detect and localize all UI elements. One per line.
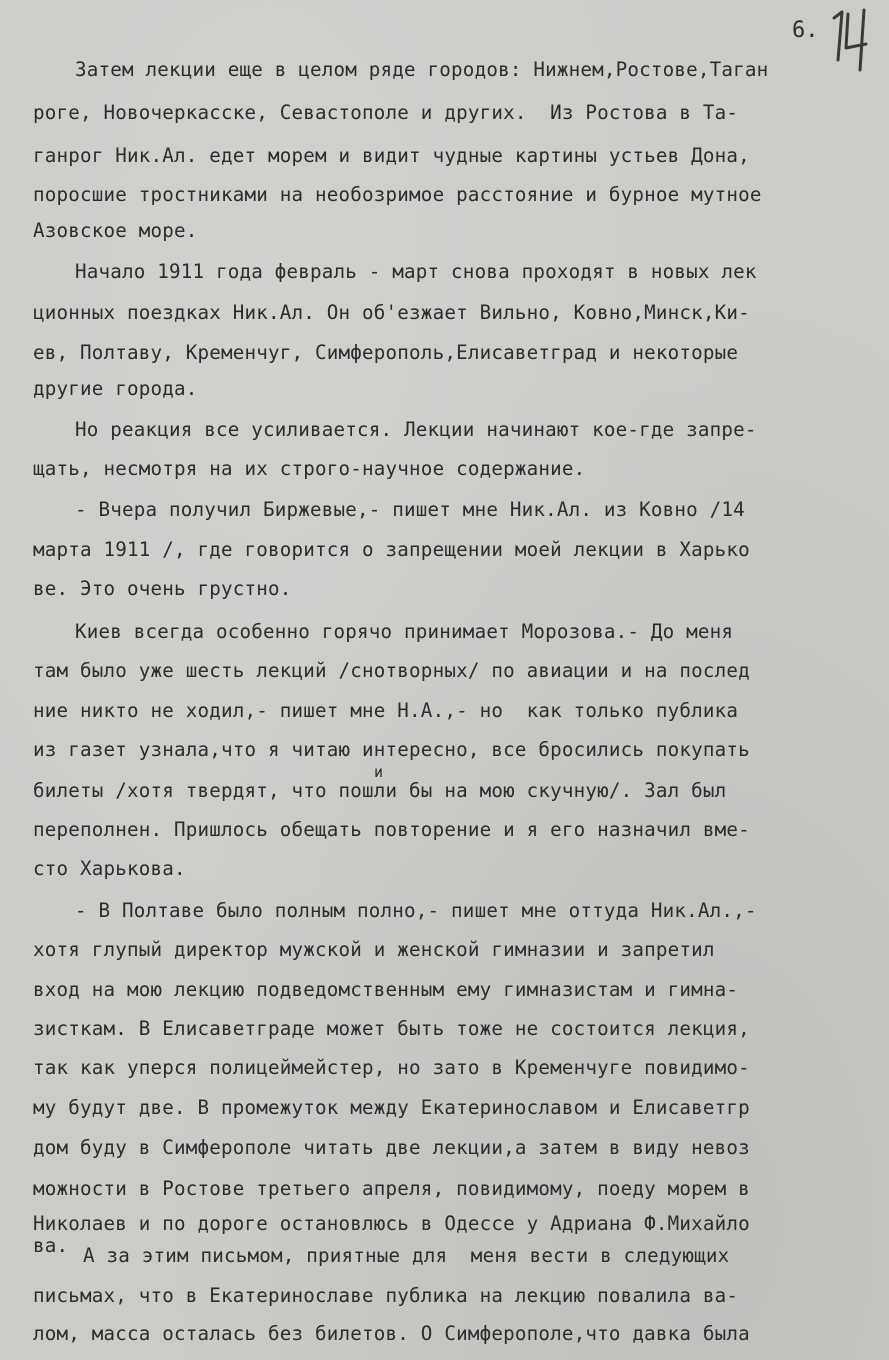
text-line: ние никто не ходил,- пишет мне Н.А.,- но как только публика: [33, 699, 739, 722]
text-line: Начало 1911 года февраль - март снова проходят в новых лек: [75, 260, 757, 283]
text-line: хотя глупый директор мужской и женской гимназии и запретил: [33, 938, 715, 961]
interlinear-insertion: и: [374, 763, 384, 781]
text-line: щать, несмотря на их строго-научное содержание.: [33, 457, 586, 480]
text-line: ганрог Ник.Ал. едет морем и видит чудные картины устьев Дона,: [33, 144, 750, 167]
text-line: А за этим письмом, приятные для меня вести в следующих: [83, 1244, 730, 1267]
text-line: - Вчера получил Биржевые,- пишет мне Ник.Ал. из Ковно /14: [75, 498, 745, 521]
text-line: так как уперся полицеймейстер, но зато в Кременчуге повидимо-: [33, 1056, 750, 1079]
text-line: переполнен. Пришлось обещать повторение и я его назначил вме-: [33, 818, 750, 841]
text-line: роге, Новочеркасске, Севастополе и других. Из Ростова в Та-: [33, 101, 739, 124]
text-line: му будут две. В промежуток между Екатеринославом и Елисаветгр: [33, 1096, 750, 1119]
text-line: Затем лекции еще в целом ряде городов: Нижнем,Ростове,Таган: [75, 58, 769, 81]
text-line: ве. Это очень грустно.: [33, 577, 292, 600]
text-line: - В Полтаве было полным полно,- пишет мне оттуда Ник.Ал.,-: [75, 899, 757, 922]
text-line: ев, Полтаву, Кременчуг, Симферополь,Елисаветград и некоторые: [33, 341, 739, 364]
text-line: там было уже шесть лекций /снотворных/ по авиации и на послед: [33, 659, 750, 682]
text-line: зисткам. В Елисаветграде может быть тоже не состоится лекция,: [33, 1017, 750, 1040]
archive-folio-mark: [828, 4, 872, 76]
text-line: билеты /хотя твердят, что пошли бы на мою скучную/. Зал был: [33, 779, 727, 802]
text-line: Но реакция все усиливается. Лекции начинают кое-где запре-: [75, 418, 757, 441]
text-line: Николаев и по дороге остановлюсь в Одессе у Адриана Ф.Михайло: [33, 1212, 750, 1235]
text-line: Киев всегда особенно горячо принимает Морозова.- До меня: [75, 620, 734, 643]
text-line: из газет узнала,что я читаю интересно, все бросились покупать: [33, 738, 750, 761]
text-line: другие города.: [33, 377, 198, 400]
text-line: сто Харькова.: [33, 857, 186, 880]
text-line: дом буду в Симферополе читать две лекции,а затем в виду невоз: [33, 1136, 750, 1159]
text-line: марта 1911 /, где говорится о запрещении моей лекции в Харько: [33, 538, 750, 561]
text-line: письмах, что в Екатеринославе публика на лекцию повалила ва-: [33, 1284, 739, 1307]
text-line: лом, масса осталась без билетов. О Симферополе,что давка была: [33, 1322, 750, 1345]
text-line: поросшие тростниками на необозримое расстояние и бурное мутное: [33, 183, 762, 206]
text-line: можности в Ростове третьего апреля, повидимому, поеду морем в: [33, 1177, 750, 1200]
handwritten-folio-number: [828, 4, 872, 76]
text-line: ва.: [33, 1234, 69, 1257]
text-line: ционных поездках Ник.Ал. Он об'езжает Вильно, Ковно,Минск,Ки-: [33, 301, 750, 324]
page-number: 6.: [792, 18, 819, 43]
text-line: вход на мою лекцию подведомственным ему гимназистам и гимна-: [33, 978, 739, 1001]
text-line: Азовское море.: [33, 219, 198, 242]
